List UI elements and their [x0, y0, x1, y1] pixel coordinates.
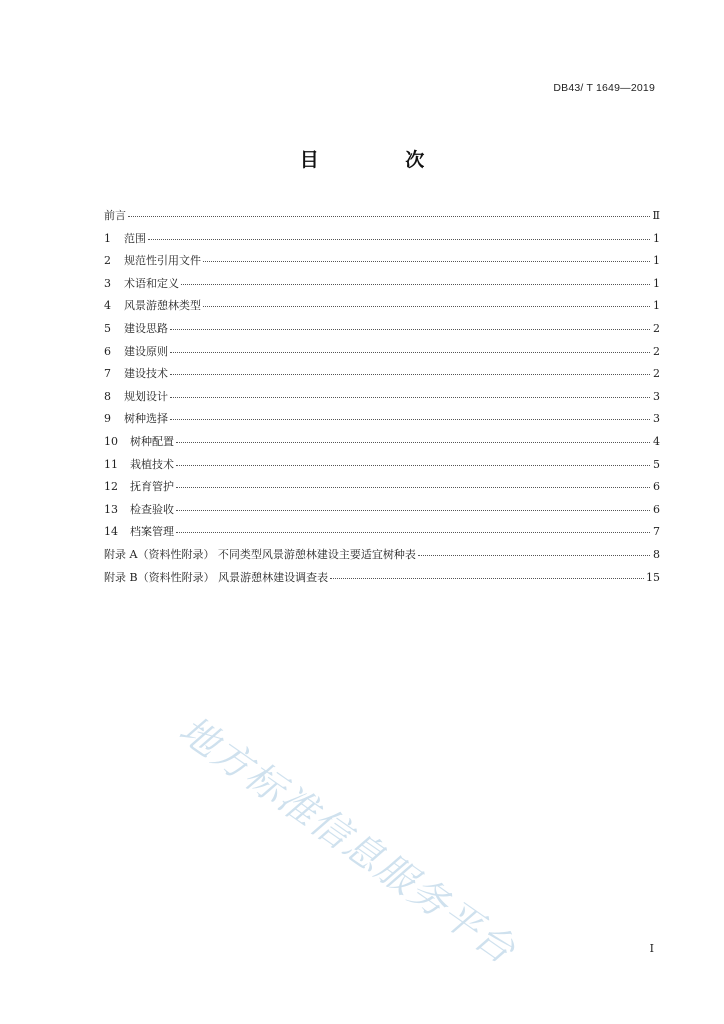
toc-leader [176, 531, 650, 533]
toc-title: 目 次 [299, 149, 465, 171]
toc-entry-4[interactable] [104, 295, 660, 318]
toc-label: 范围 [124, 231, 146, 245]
toc-entry-5[interactable] [104, 318, 660, 341]
toc-label: 风景游憩林类型 [124, 299, 201, 313]
toc-leader [170, 373, 650, 375]
toc-leader [170, 351, 650, 353]
toc-num: 3 [104, 276, 111, 290]
toc-entry-8[interactable] [104, 386, 660, 409]
toc-label: 规范性引用文件 [124, 254, 201, 268]
toc-num: 10 [104, 434, 118, 448]
toc-leader [176, 441, 650, 443]
toc-page: 5 [653, 457, 660, 471]
toc-page: 15 [646, 570, 660, 584]
toc-leader [418, 554, 650, 556]
toc-num: 6 [104, 344, 111, 358]
toc-num: 2 [104, 254, 111, 268]
toc-entry-1[interactable] [104, 228, 660, 251]
toc-entry-9[interactable] [104, 408, 660, 431]
toc-num: 5 [104, 321, 111, 335]
toc-label: 档案管理 [130, 525, 174, 539]
toc-label: 附录 B（资料性附录） 风景游憩林建设调查表 [104, 570, 329, 584]
toc-num: 13 [104, 502, 118, 516]
toc-num: 14 [104, 525, 118, 539]
toc-label: 附录 A（资料性附录） 不同类型风景游憩林建设主要适宜树种表 [104, 547, 416, 561]
toc-page: 1 [653, 299, 660, 313]
toc-label: 建设原则 [124, 344, 168, 358]
toc-page: 8 [653, 547, 660, 561]
toc-page: 2 [653, 367, 660, 381]
toc-page: 2 [653, 321, 660, 335]
toc-entry-10[interactable] [104, 431, 660, 454]
page-number: I [649, 942, 654, 955]
toc-entry-3[interactable] [104, 273, 660, 296]
toc-num: 4 [104, 299, 111, 313]
toc-entry-appendix-a[interactable] [104, 544, 660, 567]
toc-leader [176, 464, 650, 466]
toc-page: 6 [653, 502, 660, 516]
toc-leader [181, 283, 650, 285]
toc-label: 规划设计 [124, 389, 168, 403]
toc-entry-7[interactable] [104, 363, 660, 386]
toc-label: 建设思路 [124, 321, 168, 335]
toc-leader [330, 577, 644, 579]
toc-leader [203, 305, 650, 307]
toc-page: 3 [653, 389, 660, 403]
toc-num: 1 [104, 231, 111, 245]
toc-entry-foreword[interactable] [104, 205, 660, 228]
toc-leader [176, 486, 650, 488]
toc-page: 1 [653, 254, 660, 268]
toc-leader [170, 328, 650, 330]
toc-leader [170, 396, 650, 398]
toc-page: Ⅱ [652, 209, 660, 222]
toc-leader [148, 238, 650, 240]
toc-leader [170, 418, 650, 420]
toc-list [104, 205, 660, 589]
toc-page: 4 [653, 434, 660, 448]
toc-label: 术语和定义 [124, 276, 179, 290]
toc-entry-12[interactable] [104, 476, 660, 499]
toc-entry-6[interactable] [104, 341, 660, 364]
toc-num: 11 [104, 457, 118, 471]
toc-page: 1 [653, 276, 660, 290]
toc-label: 树种配置 [130, 434, 174, 448]
toc-label: 前言 [104, 209, 126, 222]
toc-leader [128, 215, 650, 217]
toc-entry-13[interactable] [104, 499, 660, 522]
toc-label: 建设技术 [124, 367, 168, 381]
toc-page: 3 [653, 412, 660, 426]
toc-num: 7 [104, 367, 111, 381]
toc-label: 检查验收 [130, 502, 174, 516]
doc-code: DB43/ T 1649—2019 [553, 82, 655, 94]
toc-num: 9 [104, 412, 111, 426]
toc-entry-11[interactable] [104, 454, 660, 477]
toc-leader [176, 509, 650, 511]
toc-label: 栽植技术 [130, 457, 174, 471]
toc-entry-2[interactable] [104, 250, 660, 273]
toc-num: 8 [104, 389, 111, 403]
toc-page: 7 [653, 525, 660, 539]
toc-entry-14[interactable] [104, 521, 660, 544]
toc-num: 12 [104, 480, 118, 494]
toc-label: 树种选择 [124, 412, 168, 426]
toc-page: 1 [653, 231, 660, 245]
toc-entry-appendix-b[interactable] [104, 567, 660, 590]
toc-page: 2 [653, 344, 660, 358]
toc-label: 抚育管护 [130, 480, 174, 494]
toc-page: 6 [653, 480, 660, 494]
toc-leader [203, 260, 650, 262]
watermark: 地方标准信息服务平台 [171, 707, 525, 973]
